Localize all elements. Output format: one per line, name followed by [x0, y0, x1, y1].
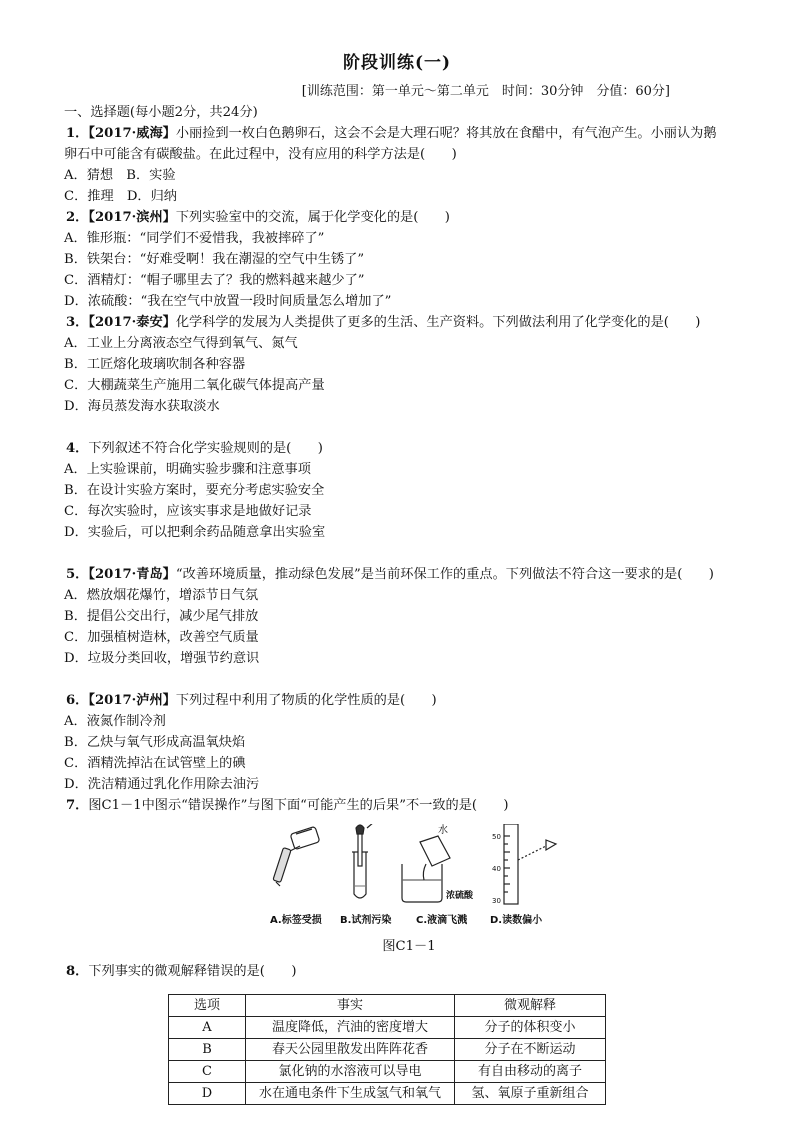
option-a: A．工业上分离液态空气得到氧气、氮气 — [64, 336, 298, 351]
option-c: C．加强植树造林，改善空气质量 — [64, 630, 259, 645]
acid-label: 浓硫酸 — [446, 891, 474, 901]
question-number: 4． — [66, 441, 89, 456]
table-cell: C — [169, 1061, 246, 1083]
question-source: 【2017·青岛】 — [88, 567, 176, 582]
table-cell: 氢、氧原子重新组合 — [455, 1083, 606, 1105]
option-d: D．海员蒸发海水获取淡水 — [64, 399, 220, 414]
lab-operations-figure — [270, 824, 560, 910]
option-d: D．垃圾分类回收，增强节约意识 — [64, 651, 260, 666]
option-a: A．上实验课前，明确实验步骤和注意事项 — [64, 462, 311, 477]
option-d: D．浓硫酸：“我在空气中放置一段时间质量怎么增加了” — [64, 294, 392, 309]
figure-caption: 图C1－1 — [382, 939, 436, 954]
question-3 — [64, 312, 754, 417]
table-cell: 分子在不断运动 — [455, 1039, 606, 1061]
question-text: 下列过程中利用了物质的化学性质的是( ) — [175, 693, 437, 708]
table-cell: 春天公园里散发出阵阵花香 — [246, 1039, 455, 1061]
question-number: 2． — [66, 210, 89, 225]
option-b: B．乙炔与氧气形成高温氧炔焰 — [64, 735, 246, 750]
graduated-cylinder-icon — [492, 824, 556, 905]
figure-label-a: A.标签受损 — [270, 915, 322, 926]
question-text: 小丽捡到一枚白色鹅卵石，这会不会是大理石呢？将其放在食醋中，有气泡产生。小丽认为鹅 — [175, 126, 717, 141]
table-cell: 水在通电条件下生成氢气和氧气 — [246, 1083, 455, 1105]
table-cell: 分子的体积变小 — [455, 1017, 606, 1039]
question-number: 3． — [66, 315, 89, 330]
question-text: 下列叙述不符合化学实验规则的是( ) — [88, 441, 323, 456]
option-b: B．铁架台：“好难受啊！我在潮湿的空气中生锈了” — [64, 252, 365, 267]
table-cell: D — [169, 1083, 246, 1105]
table-cell: A — [169, 1017, 246, 1039]
question-number: 8． — [66, 964, 89, 979]
question-number: 1． — [66, 126, 89, 141]
question-number: 6． — [66, 693, 89, 708]
figure-label-d: D.读数偏小 — [490, 915, 543, 926]
question-text-cont: 卵石中可能含有碳酸盐。在此过程中，没有应用的科学方法是( ) — [64, 147, 457, 162]
question-8 — [64, 961, 754, 1105]
table-header-row — [169, 995, 606, 1017]
table-header: 微观解释 — [455, 995, 606, 1017]
question-2 — [64, 207, 754, 312]
micro-explanation-table — [168, 994, 606, 1105]
section-heading: 一、选择题(每小题2分，共24分) — [64, 105, 258, 120]
figure-c1-1 — [64, 824, 754, 932]
option-c: C．酒精洗掉沾在试管壁上的碘 — [64, 756, 246, 771]
option-c: C．每次实验时，应该实事求是地做好记录 — [64, 504, 312, 519]
table-cell: B — [169, 1039, 246, 1061]
question-source: 【2017·威海】 — [88, 126, 176, 141]
question-6 — [64, 690, 754, 795]
figure-label-c: C.液滴飞溅 — [416, 915, 468, 926]
table-cell: 有自由移动的离子 — [455, 1061, 606, 1083]
table-cell: 氯化钠的水溶液可以导电 — [246, 1061, 455, 1083]
option-b: B．工匠熔化玻璃吹制各种容器 — [64, 357, 246, 372]
table-cell: 温度降低，汽油的密度增大 — [246, 1017, 455, 1039]
question-7 — [64, 795, 754, 957]
reagent-bottle-icon — [273, 826, 320, 886]
test-tube-dropper-icon — [352, 824, 374, 898]
option-c: C．大棚蔬菜生产施用二氧化碳气体提高产量 — [64, 378, 325, 393]
option-a: A．燃放烟花爆竹，增添节日气氛 — [64, 588, 259, 603]
option-line: A．猜想 B．实验 — [64, 168, 176, 183]
option-d: D．洗洁精通过乳化作用除去油污 — [64, 777, 260, 792]
water-label: 水 — [438, 825, 448, 836]
option-b: B．提倡公交出行，减少尾气排放 — [64, 609, 259, 624]
question-5 — [64, 564, 754, 669]
scale-tick-label: 40 — [492, 865, 501, 873]
table-header: 选项 — [169, 995, 246, 1017]
beaker-dilution-icon — [402, 824, 474, 902]
question-text: “改善环境质量，推动绿色发展”是当前环保工作的重点。下列做法不符合这一要求的是( ) — [175, 567, 714, 582]
table-header: 事实 — [246, 995, 455, 1017]
option-d: D．实验后，可以把剩余药品随意拿出实验室 — [64, 525, 326, 540]
table-row — [169, 1017, 606, 1039]
option-c: C．酒精灯：“帽子哪里去了？我的燃料越来越少了” — [64, 273, 365, 288]
scale-tick-label: 50 — [492, 833, 501, 841]
training-scope: [训练范围：第一单元～第二单元 时间：30分钟 分值：60分] — [301, 84, 670, 99]
question-text: 化学科学的发展为人类提供了更多的生活、生产资料。下列做法利用了化学变化的是( ) — [175, 315, 701, 330]
question-source: 【2017·泰安】 — [88, 315, 176, 330]
question-source: 【2017·泸州】 — [88, 693, 176, 708]
figure-label-b: B.试剂污染 — [340, 915, 392, 926]
table-row — [169, 1039, 606, 1061]
question-4 — [64, 438, 754, 543]
option-a: A．锥形瓶：“同学们不爱惜我，我被摔碎了” — [64, 231, 325, 246]
question-text: 图C1－1中图示“错误操作”与图下面“可能产生的后果”不一致的是( ) — [88, 798, 509, 813]
question-1 — [64, 123, 754, 207]
question-number: 7． — [66, 798, 89, 813]
page-title: 阶段训练(一) — [342, 53, 452, 73]
option-line: C．推理 D．归纳 — [64, 189, 177, 204]
option-a: A．液氮作制冷剂 — [64, 714, 166, 729]
question-text: 下列事实的微观解释错误的是( ) — [88, 964, 297, 979]
eye-icon — [546, 840, 556, 850]
question-number: 5． — [66, 567, 89, 582]
scale-tick-label: 30 — [492, 897, 501, 905]
option-b: B．在设计实验方案时，要充分考虑实验安全 — [64, 483, 325, 498]
questions-body — [64, 102, 754, 1105]
table-row — [169, 1083, 606, 1105]
table-row — [169, 1061, 606, 1083]
question-text: 下列实验室中的交流，属于化学变化的是( ) — [175, 210, 450, 225]
question-source: 【2017·滨州】 — [88, 210, 176, 225]
